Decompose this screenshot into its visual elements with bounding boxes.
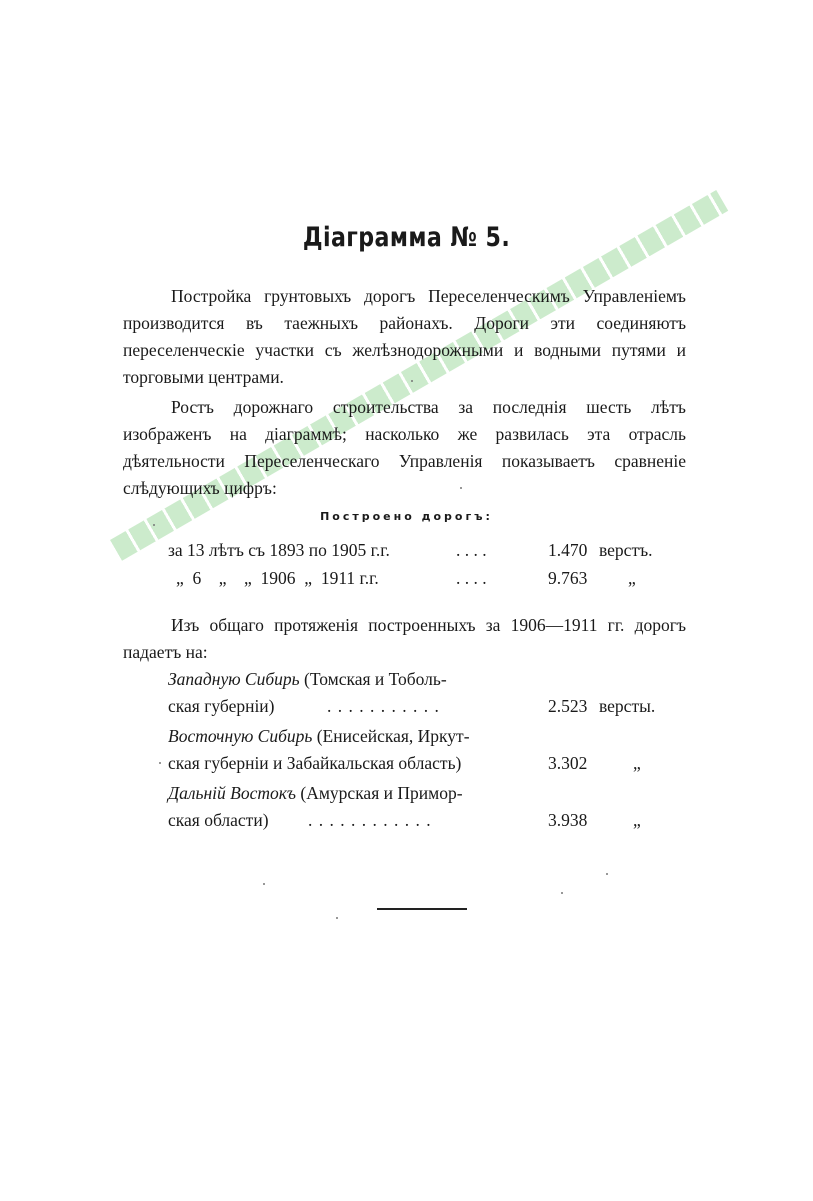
built-row-1-dots: . . . . (456, 540, 487, 560)
region-2-value: 3.302 (548, 753, 588, 773)
built-row-1-value: 1.470 (548, 540, 588, 560)
paragraph-3-block (123, 612, 686, 666)
region-1-name: Западную Сибирь (168, 669, 300, 689)
scan-speck (606, 873, 608, 875)
region-1-unit: версты. (599, 696, 656, 716)
paragraph-3: Изъ общаго протяженія построенныхъ за 1906—1911 гг. дорогъ падаетъ на: (123, 615, 686, 662)
region-3-line-2: ская области) (168, 810, 269, 830)
scan-speck (263, 883, 265, 885)
built-roads-heading: Построено дорогъ: (320, 510, 493, 523)
built-row-1-label: за 13 лѣтъ съ 1893 по 1905 г.г. (168, 540, 390, 560)
region-3-dots: . . . . . . . . . . . . (308, 810, 432, 830)
region-2-line-1 (168, 726, 470, 747)
scan-speck (460, 487, 462, 489)
built-row-1-unit: верстъ. (599, 540, 653, 560)
scan-speck (411, 380, 413, 382)
region-1-value: 2.523 (548, 696, 588, 716)
region-2-unit: „ (633, 753, 641, 773)
region-1-dots: . . . . . . . . . . . (327, 696, 440, 716)
scan-speck (153, 524, 155, 526)
region-3-value: 3.938 (548, 810, 588, 830)
built-row-2-value: 9.763 (548, 568, 588, 588)
paragraph-2-block (123, 394, 686, 502)
region-1-desc: (Томская и Тоболь- (299, 669, 447, 689)
region-3-desc: (Амурская и Примор- (296, 783, 463, 803)
region-3-unit: „ (633, 810, 641, 830)
page-title: Діаграмма № 5. (302, 222, 511, 253)
paragraph-1: Постройка грунтовыхъ дорогъ Переселенческимъ Управленіемъ производится въ таежныхъ районахъ. Дороги эти соединяютъ переселенческіе участки съ желѣзнодорожными и водными путями и торговыми центрами. (123, 286, 686, 387)
built-row-2-label: „ 6 „ „ 1906 „ 1911 г.г. (176, 568, 379, 588)
closing-rule (377, 908, 467, 910)
region-2-line-2: ская губерніи и Забайкальская область) (168, 753, 462, 773)
built-row-2-dots: . . . . (456, 568, 487, 588)
paragraph-2: Ростъ дорожнаго строительства за последнія шесть лѣтъ изображенъ на діаграммѣ; насколько же развилась эта отрасль дѣятельности Переселенческаго Управленія показываетъ сравненіе слѣдующихъ цифръ: (123, 397, 686, 498)
scan-speck (561, 892, 563, 894)
paragraph-1-block (123, 283, 686, 391)
region-3-line-1 (168, 783, 463, 804)
scan-speck (159, 762, 161, 764)
region-2-name: Восточную Сибирь (168, 726, 313, 746)
region-1-line-1 (168, 669, 447, 690)
region-1-line-2: ская губерніи) (168, 696, 275, 716)
region-3-name: Дальній Востокъ (168, 783, 297, 803)
built-row-2-unit: „ (628, 568, 636, 588)
scan-speck (336, 917, 338, 919)
region-2-desc: (Енисейская, Иркут- (312, 726, 470, 746)
